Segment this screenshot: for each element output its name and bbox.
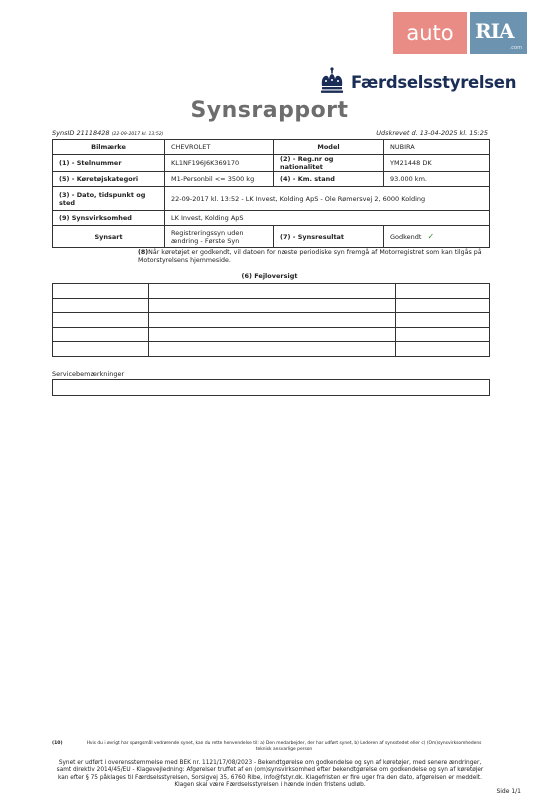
km-value: 93.000 km.: [384, 172, 490, 187]
service-remarks-label: Servicebemærkninger: [52, 370, 125, 378]
result-value: Godkendt: [390, 233, 422, 241]
watermark-auto: auto: [393, 12, 467, 54]
watermark-domain: .com: [509, 45, 522, 51]
page-title: Synsrapport: [190, 98, 349, 123]
inspection-type-label: Synsart: [53, 226, 165, 248]
note-8-text: Når køretøjet er godkendt, vil datoen for næste periodiske syn fremgå af Motorregistret som kan tilgås på Motorstyrelsens hjemmeside.: [138, 249, 482, 264]
watermark-ria: RIA: [475, 19, 514, 43]
synsid-label: SynsID 21118428: [52, 129, 110, 137]
note-8-number: (8): [138, 249, 149, 256]
synsid-date: (22-09-2017 kl. 13:52): [111, 132, 164, 137]
fault-overview-table: [52, 283, 490, 357]
company-label: (9) Synsvirksomhed: [53, 211, 165, 226]
category-label: (5) - Køretøjskategori: [53, 172, 165, 187]
service-remarks-box: [52, 379, 490, 396]
brand-value: CHEVROLET: [165, 140, 274, 155]
result-cell: [384, 226, 490, 248]
date-place-value: 22-09-2017 kl. 13:52 - LK Invest, Kolding ApS - Ole Rømersvej 2, 6000 Kolding: [165, 187, 490, 211]
footer-line-3: kan efter § 75 påklages til Færdselsstyrelsen, Sorsigvej 35, 6760 Ribe, info@fstyr.dk. Klagefristen er fire uger fra den dato, afgørelsen er meddelt.: [57, 774, 482, 781]
print-date: Udskrevet d. 13-04-2025 kl. 15:25: [376, 129, 488, 137]
brand-label: Bilmærke: [53, 140, 165, 155]
vin-value: KL1NF196J6K369170: [165, 155, 274, 172]
fault-overview-title: (6) Fejloversigt: [241, 272, 298, 280]
synsid: [52, 129, 163, 137]
table-row: [53, 284, 490, 299]
note-8: [138, 249, 490, 265]
inspection-type-value: Registreringssyn uden ændring - Første Syn: [165, 226, 274, 248]
model-value: NUBIRA: [384, 140, 490, 155]
note-10-text: Hvis du i øvrigt har spørgsmål vedrørende synet, kan du rette henvendelse til: a) Den medarbejder, der har udført synet, b) Lederen af synsstedet eller c) (Om)synsvirksomhedens teknisk ansvarlige person: [86, 741, 482, 752]
date-place-label: (3) - Dato, tidspunkt og sted: [53, 187, 165, 211]
model-label: Model: [274, 140, 384, 155]
checkmark-icon: ✓: [427, 232, 435, 241]
company-value: LK Invest, Kolding ApS: [165, 211, 490, 226]
table-row: [53, 313, 490, 328]
watermark-ria-box: [470, 12, 527, 54]
category-value: M1-Personbil <= 3500 kg: [165, 172, 274, 187]
footer-line-2: samt direktiv 2014/45/EU - Klagevejledning: Afgørelser truffet af en (om)synsvirksomhed efter bekendtgørelse om godkendelse og syn af køretøjer: [56, 767, 484, 774]
page-number: Side 1/1: [496, 788, 521, 795]
crown-icon: [318, 66, 346, 94]
regnr-label: (2) - Reg.nr og nationalitet: [274, 155, 384, 172]
km-label: (4) - Km. stand: [274, 172, 384, 187]
footer-line-4: Klagen skal være Færdselsstyrelsen i hænde inden fristens udløb.: [174, 781, 366, 788]
regnr-value: YM21448 DK: [384, 155, 490, 172]
footer-line-1: Synet er udført i overensstemmelse med BEK nr. 1121/17/08/2023 - Bekendtgørelse om godkendelse og syn af køretøjer, med senere ændringer,: [58, 760, 482, 766]
agency-logo-text: Færdselsstyrelsen: [351, 73, 517, 92]
table-row: [53, 298, 490, 313]
legal-footer: [44, 760, 496, 789]
vin-label: (1) - Stelnummer: [53, 155, 165, 172]
result-label: (7) - Synsresultat: [274, 226, 384, 248]
note-10-number: (10): [52, 741, 63, 746]
autoria-watermark: [393, 12, 527, 54]
vehicle-info-table: [52, 139, 490, 248]
table-row: [53, 342, 490, 357]
table-row: [53, 327, 490, 342]
